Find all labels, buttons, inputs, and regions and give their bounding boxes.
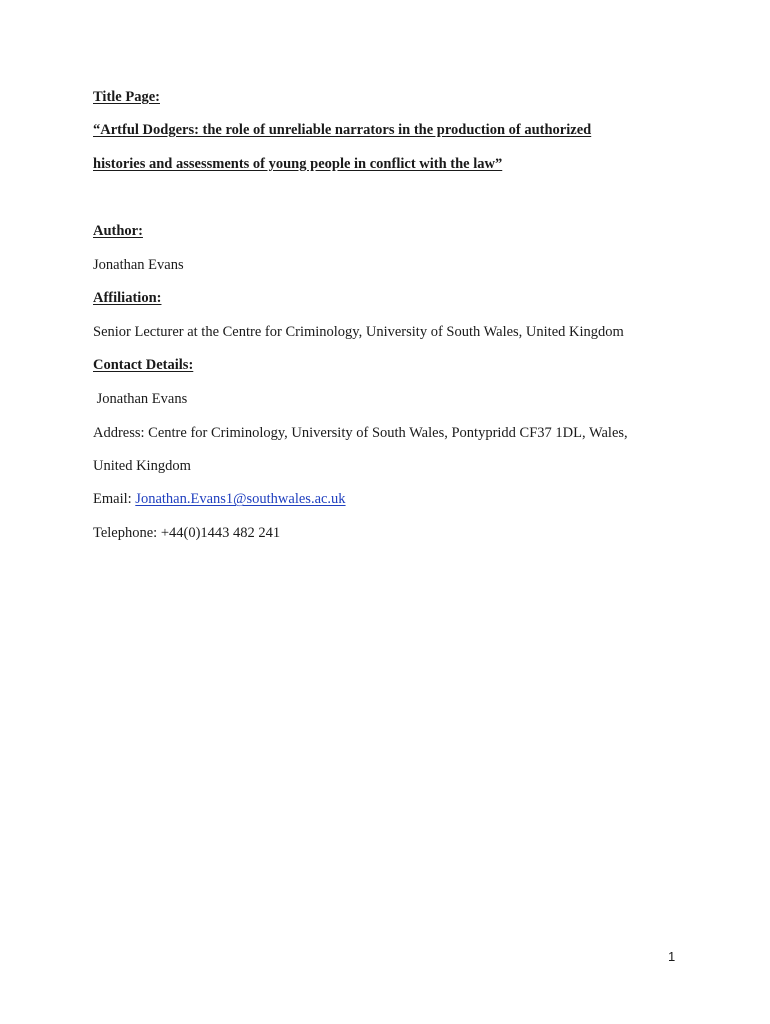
affiliation-text: Senior Lecturer at the Centre for Criminology, University of South Wales, United Kingdom xyxy=(93,324,624,340)
paper-title-line-1: “Artful Dodgers: the role of unreliable narrators in the production of authorized xyxy=(93,122,592,138)
author-label: Author: xyxy=(93,223,143,239)
email-row xyxy=(93,490,346,508)
address-line-1: Address: Centre for Criminology, University of South Wales, Pontypridd CF37 1DL, Wales, xyxy=(93,425,628,441)
email-label: Email: xyxy=(93,491,136,507)
contact-details-label: Contact Details: xyxy=(93,357,194,373)
email-link[interactable]: Jonathan.Evans1@southwales.ac.uk xyxy=(135,491,346,507)
contact-name: Jonathan Evans xyxy=(93,391,188,407)
address-line-2: United Kingdom xyxy=(93,458,191,474)
title-page-label: Title Page: xyxy=(93,89,160,105)
telephone-line: Telephone: +44(0)1443 482 241 xyxy=(93,525,281,541)
author-name: Jonathan Evans xyxy=(93,257,184,273)
affiliation-label: Affiliation: xyxy=(93,290,162,306)
paper-title-line-2: histories and assessments of young people in conflict with the law” xyxy=(93,156,503,172)
page-number: 1 xyxy=(668,949,676,964)
